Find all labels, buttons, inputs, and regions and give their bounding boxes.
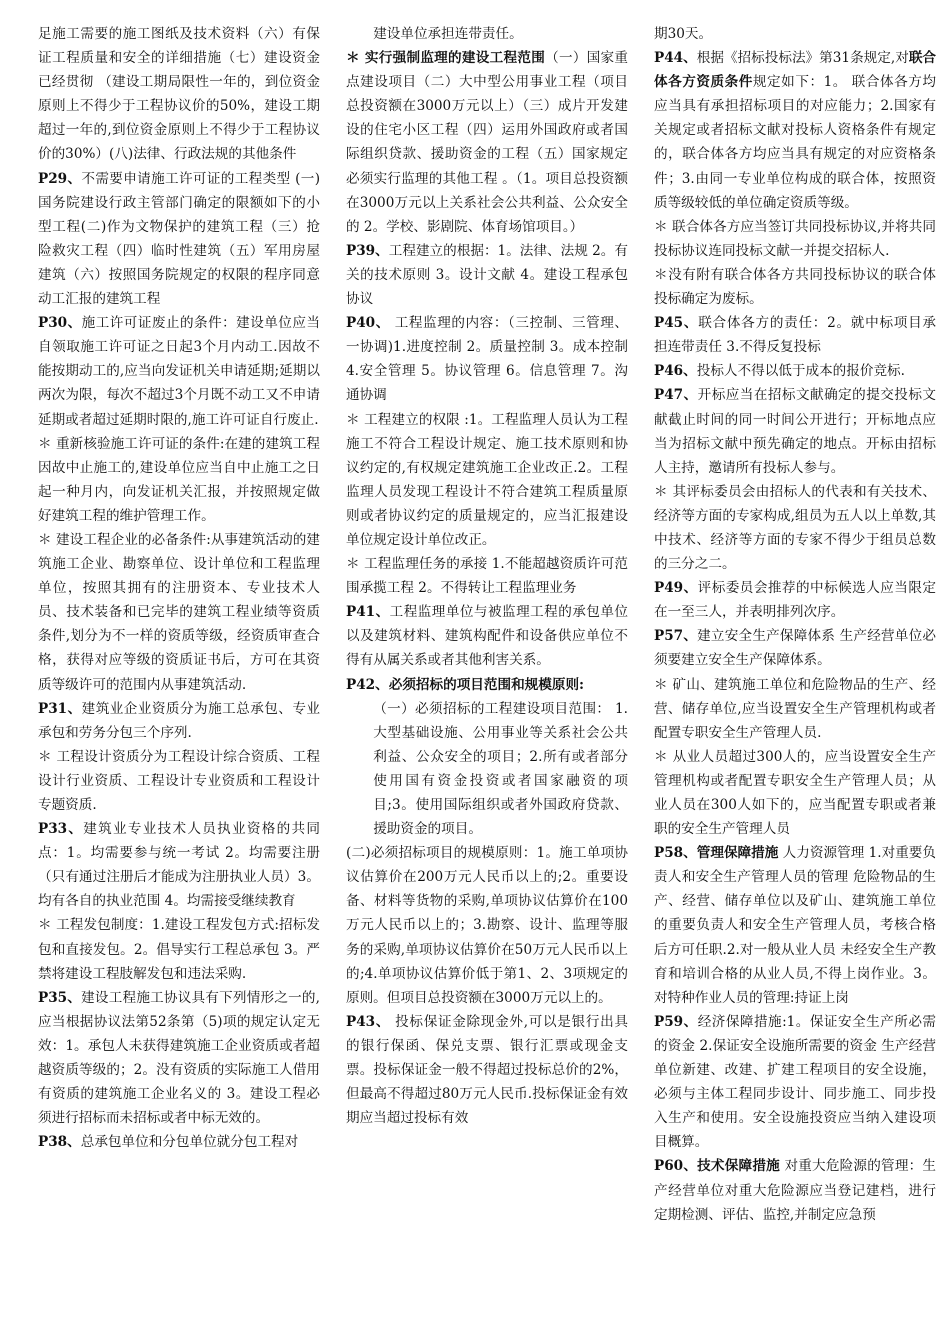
section-heading: P43、 [346, 1013, 391, 1030]
paragraph [346, 22, 628, 46]
section-heading: P39、 [346, 242, 389, 259]
section-heading: P33、 [38, 821, 84, 838]
section-heading: P31、 [38, 700, 82, 717]
paragraph [346, 46, 628, 239]
paragraph-text: 规定如下：1。 联合体各方均应当具有承担招标项目的对应能力；2.国家有关规定或者招标文献对投标人资格条件有规定的，联合体各方均应当具有规定的对应资格条件；3.由同一专业单位构成的联合体，按照资质等级较低的单位确定资质等级。 [654, 74, 936, 211]
section-heading: P57、 [654, 628, 698, 645]
section-heading: P40、 [346, 315, 390, 332]
section-heading: P29、 [38, 170, 82, 187]
paragraph-text: 建筑业企业资质分为施工总承包、专业承包和劳务分包三个序列. [38, 700, 320, 741]
paragraph-text: ＊ 工程建立的权限 :1。工程监理人员认为工程施工不符合工程设计规定、施工技术原则和协议约定的,有权规定建筑施工企业改正.2。工程监理人员发现工程设计不符合建筑工程质量原则或者协议约定的质量规定的，应当汇报建设单位规定设计单位改正。 [346, 411, 628, 548]
section-heading: P41、 [346, 604, 390, 621]
paragraph [38, 745, 320, 817]
paragraph-text: 总承包单位和分包单位就分包工程对 [80, 1134, 299, 1151]
emphasis-text: 联合体各方资质条件 [654, 50, 936, 91]
paragraph-text: 根据《招标投标法》第31条规定,对 [696, 50, 909, 67]
paragraph [654, 263, 936, 311]
paragraph [654, 215, 936, 263]
paragraph [38, 22, 320, 167]
paragraph-text: （一）必须招标的工程建设项目范围： 1.大型基础设施、公用事业等关系社会公共利益、公众安全的项目；2.所有或者部分使用国有资金投资或者国家融资的项目;3。使用国际组织或者外国政府贷款、援助资金的项目。 [373, 700, 628, 838]
paragraph-text: ＊ 工程设计资质分为工程设计综合资质、工程设计行业资质、工程设计专业资质和工程设计专题资质. [38, 748, 320, 813]
text-column-1 [38, 22, 320, 1344]
paragraph-text: ＊ 联合体各方应当签订共同投标协议,并将共同投标协议连同投标文献一并提交招标人. [654, 218, 936, 259]
section-heading: P46、 [654, 363, 697, 380]
paragraph [654, 745, 936, 841]
text-column-2 [346, 22, 628, 1344]
paragraph-text: ＊ 重新核验施工许可证的条件:在建的建筑工程因故中止施工的,建设单位应当自中止施工之日起一种月内，向发证机关汇报，并按照规定做好建筑工程的维护管理工作。 [38, 435, 320, 524]
paragraph-text: 开标应当在招标文献确定的提交投标文献截止时间的同一时间公开进行；开标地点应当为招标文献中预先确定的地点。开标由招标人主持，邀请所有投标人参与。 [654, 387, 936, 476]
section-heading: P44、 [654, 50, 697, 67]
paragraph [346, 697, 628, 842]
paragraph [346, 841, 628, 1010]
section-heading: P59、 [654, 1013, 698, 1030]
paragraph [346, 239, 628, 311]
section-heading: P58、管理保障措施 [654, 845, 779, 862]
paragraph-text: 不需要申请施工许可证的工程类型 (一)国务院建设行政主管部门确定的限额如下的小型工程(二)作为文物保护的建筑工程（三）抢险救灾工程（四）临时性建筑（五）军用房屋建筑（六）按照国务院规定的权限的程序同意动工汇报的建筑工程 [38, 170, 320, 308]
section-heading: P35、 [38, 989, 82, 1006]
paragraph [346, 600, 628, 672]
paragraph-text: 评标委员会推荐的中标候选人应当限定在一至三人，并表明排列次序。 [654, 580, 936, 621]
section-heading: ＊ 实行强制监理的建设工程范围 [346, 50, 546, 67]
text-column-3 [654, 22, 936, 1344]
paragraph [654, 480, 936, 576]
paragraph [38, 311, 320, 431]
paragraph [346, 408, 628, 553]
paragraph-text: 投标保证金除现金外,可以是银行出具的银行保函、保兑支票、银行汇票或现金支票。投标保证金一般不得超过投标总价的2%，但最高不得超过80万元人民币.投标保证金有效期应当超过投标有效 [346, 1013, 628, 1127]
section-heading: P47、 [654, 387, 698, 404]
paragraph [654, 1010, 936, 1155]
paragraph-text: ＊ 从业人员超过300人的，应当设置安全生产管理机构或者配置专职安全生产管理人员；从业人员在300人如下的，应当配置专职或者兼职的安全生产管理人员 [654, 748, 936, 838]
paragraph-text: 工程监理单位与被监理工程的承包单位以及建筑材料、建筑构配件和设备供应单位不得有从属关系或者其他利害关系。 [346, 604, 628, 669]
paragraph [654, 22, 936, 46]
paragraph [38, 913, 320, 985]
paragraph-text: 工程建立的根据：1。法律、法规 2。有关的技术原则 3。设计文献 4。建设工程承包协议 [346, 242, 628, 308]
paragraph [346, 552, 628, 600]
paragraph-text: 联合体各方的责任：2。就中标项目承担连带责任 3.不得反复投标 [654, 315, 936, 356]
paragraph-text: 人力资源管理 1.对重要负责人和安全生产管理人员的管理 危险物品的生产、经营、储存单位以及矿山、建筑施工单位的重要负责人和安全生产管理人员，考核合格后方可任职.2.对一般从业人员 未经安全生产教育和培训合格的从业人员,不得上岗作业。3。对特种作业人员的管理:持证上岗 [654, 845, 936, 1006]
section-heading: P30、 [38, 315, 82, 332]
paragraph-text: 建立安全生产保障体系 生产经营单位必须要建立安全生产保障体系。 [654, 628, 936, 669]
paragraph [38, 432, 320, 528]
paragraph [654, 841, 936, 1010]
paragraph [654, 576, 936, 624]
paragraph-text: 施工许可证废止的条件：建设单位应当自领取施工许可证之日起3个月内动工.因故不能按期动工的,应当向发证机关申请延期;延期以两次为限，每次不超过3个月既不动工又不申请延期或者超过延期时限的,施工许可证自行废止. [38, 315, 320, 428]
paragraph-text: 工程监理的内容：（三控制、三管理、一协调)1.进度控制 2。质量控制 3。成本控制 4.安全管理 5。协议管理 6。信息管理 7。沟通协调 [346, 315, 628, 404]
paragraph [38, 986, 320, 1131]
paragraph [654, 383, 936, 479]
section-heading: P42、必须招标的项目范围和规模原则: [346, 676, 585, 693]
paragraph-text: ＊ 工程监理任务的承接 1.不能超越资质许可范围承揽工程 2。不得转让工程监理业务 [346, 556, 628, 597]
text-columns [38, 22, 936, 1344]
paragraph [38, 697, 320, 745]
paragraph-text: ＊ 其评标委员会由招标人的代表和有关技术、经济等方面的专家构成,组员为五人以上单数,其中技术、经济等方面的专家不得少于组员总数的三分之二。 [654, 483, 936, 573]
paragraph [38, 167, 320, 312]
paragraph [346, 311, 628, 407]
paragraph [654, 673, 936, 745]
paragraph-text: 对重大危险源的管理：生产经营单位对重大危险源应当登记建档，进行定期检测、评估、监控,并制定应急预 [654, 1158, 936, 1223]
paragraph [654, 311, 936, 359]
paragraph [38, 1130, 320, 1154]
paragraph-text: 建设单位承担连带责任。 [373, 26, 523, 42]
paragraph-text: 投标人不得以低于成本的报价竞标. [696, 363, 905, 380]
section-heading: P49、 [654, 580, 698, 597]
paragraph-text: ＊ 建设工程企业的必备条件:从事建筑活动的建筑施工企业、勘察单位、设计单位和工程监理单位，按照其拥有的注册资本、专业技术人员、技术装备和已完毕的建筑工程业绩等资质条件,划分为不一样的资质等级，经资质审查合格，获得对应等级的资质证书后，方可在其资质等级许可的范围内从事建筑活动. [38, 531, 320, 693]
paragraph [654, 359, 936, 383]
paragraph [346, 673, 628, 697]
paragraph [38, 528, 320, 697]
paragraph [654, 624, 936, 672]
paragraph-text: 足施工需要的施工图纸及技术资料（六）有保证工程质量和安全的详细措施（七）建设资金已经贯彻 （建设工期局限性一年的，到位资金原则上不得少于工程协议价的50%，建设工期超过一年的,到位资金原则上不得少于工程协议价的30%）(八)法律、行政法规的其他条件 [38, 26, 320, 163]
paragraph [38, 817, 320, 913]
paragraph [654, 1154, 936, 1226]
paragraph-text: 经济保障措施:1。保证安全生产所必需的资金 2.保证安全设施所需要的资金 生产经营单位新建、改建、扩建工程项目的安全设施，必须与主体工程同步设计、同步施工、同步投入生产和使用。安全设施投资应当纳入建设项目概算。 [654, 1013, 936, 1151]
paragraph-text: 建筑业专业技术人员执业资格的共同点：1。均需要参与统一考试 2。均需要注册（只有通过注册后才能成为注册执业人员）3。均有各自的执业范围 4。均需接受继续教育 [38, 821, 320, 910]
paragraph-text: （一）国家重点建设项目（二）大中型公用事业工程（项目总投资额在3000万元以上）（三）成片开发建设的住宅小区工程（四）运用外国政府或者国际组织贷款、援助资金的工程（五）国家规定必须实行监理的其他工程 。（1。项目总投资额在3000万元以上关系社会公共利益、公众安全的 2。学校、影剧院、体育场馆项目。） [346, 50, 628, 235]
paragraph-text: ＊ 工程发包制度：1.建设工程发包方式:招标发包和直接发包。2。倡导实行工程总承包 3。严禁将建设工程肢解发包和违法采购. [38, 917, 320, 982]
section-heading: P45、 [654, 315, 699, 332]
paragraph-text: 期30天。 [654, 26, 713, 42]
paragraph [346, 1010, 628, 1130]
section-heading: P38、 [38, 1134, 81, 1151]
paragraph-text: ＊没有附有联合体各方共同投标协议的联合体投标确定为废标。 [654, 266, 936, 308]
paragraph-text: (二)必须招标项目的规模原则：1。施工单项协议估算价在200万元人民币以上的;2。重要设备、材料等货物的采购,单项协议估算价在100万元人民币以上的；3.勘察、设计、监理等服务的采购,单项协议估算价在50万元人民币以上的;4.单项协议估算价低于第1、2、3项规定的原则。但项目总投资额在3000万元以上的。 [346, 845, 628, 1006]
paragraph [654, 46, 936, 215]
paragraph-text: ＊ 矿山、建筑施工单位和危险物品的生产、经营、储存单位,应当设置安全生产管理机构或者配置专职安全生产管理人员. [654, 676, 936, 741]
paragraph-text: 建设工程施工协议具有下列情形之一的,应当根据协议法第52条第（5)项的规定认定无效：1。承包人未获得建筑施工企业资质或者超越资质等级的；2。没有资质的实际施工人借用有资质的建筑施工企业名义的 3。建设工程必须进行招标而未招标或者中标无效的。 [38, 989, 320, 1127]
section-heading: P60、技术保障措施 [654, 1158, 780, 1175]
